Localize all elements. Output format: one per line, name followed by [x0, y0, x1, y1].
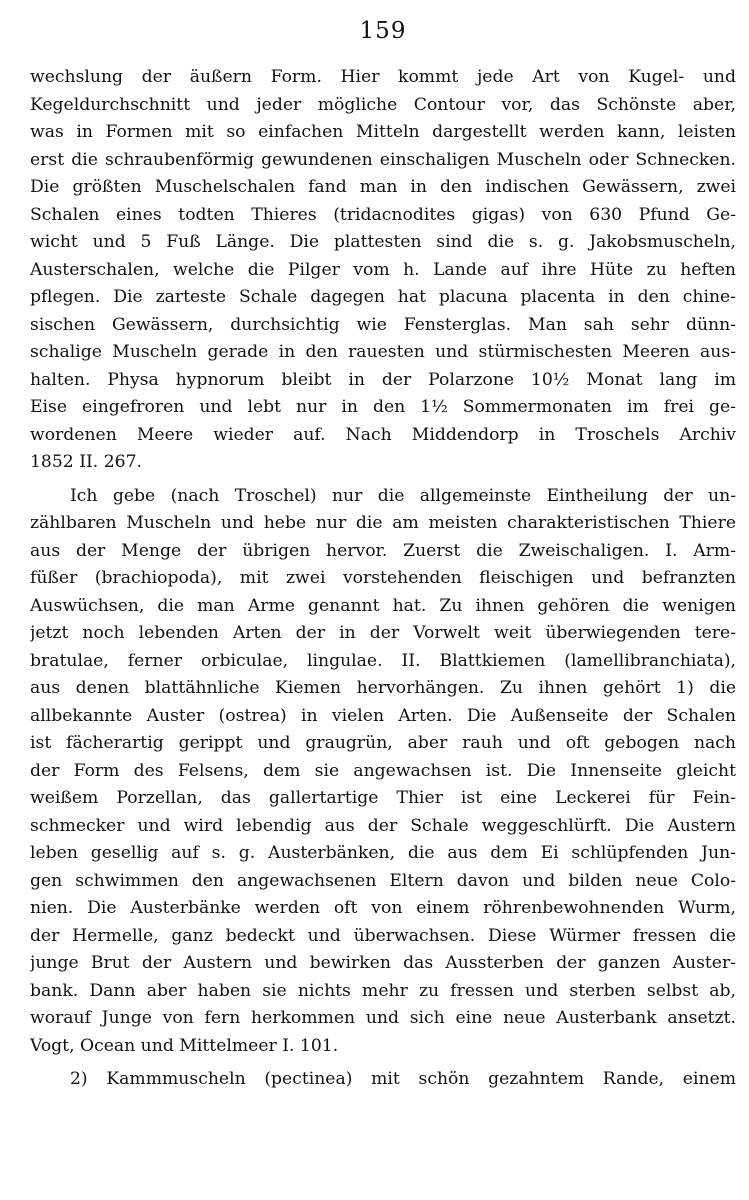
text-line: Schalen eines todten Thieres (tridacnodites gigas) von 630 Pfund Ge- — [30, 204, 736, 225]
page-number: 159 — [359, 18, 407, 44]
text-line: wechslung der äußern Form. Hier kommt jede Art von Kugel- und — [30, 67, 736, 87]
text-line: sischen Gewässern, durchsichtig wie Fensterglas. Man sah sehr dünn- — [30, 314, 736, 335]
text-line: schalige Muscheln gerade in den rauesten und stürmischesten Meeren aus- — [30, 342, 736, 362]
body-text — [30, 64, 736, 1094]
text-line: Auswüchsen, die man Arme genannt hat. Zu ihnen gehören die wenigen — [30, 595, 736, 616]
text-line: wicht und 5 Fuß Länge. Die plattesten sind die s. g. Jakobsmuscheln, — [30, 232, 736, 252]
text-line: Austerschalen, welche die Pilger vom h. Lande auf ihre Hüte zu heften — [30, 259, 736, 280]
text-line: aus der Menge der übrigen hervor. Zuerst die Zweischaligen. I. Arm- — [30, 540, 736, 561]
text-line: leben gesellig auf s. g. Austerbänken, die aus dem Ei schlüpfenden Jun- — [30, 843, 736, 863]
text-line: wordenen Meere wieder auf. Nach Middendorp in Troschels Archiv — [30, 424, 736, 445]
text-line: füßer (brachiopoda), mit zwei vorstehenden fleischigen und befranzten — [30, 568, 736, 588]
text-line: was in Formen mit so einfachen Mitteln dargestellt werden kann, leisten — [30, 122, 736, 142]
text-line: schmecker und wird lebendig aus der Schale weggeschlürft. Die Austern — [30, 815, 736, 836]
text-line: bank. Dann aber haben sie nichts mehr zu fressen und sterben selbst ab, — [30, 980, 736, 1001]
text-line: jetzt noch lebenden Arten der in der Vorwelt weit überwiegenden tere- — [30, 623, 736, 643]
text-line: allbekannte Auster (ostrea) in vielen Arten. Die Außenseite der Schalen — [30, 705, 736, 726]
text-line: bratulae, ferner orbiculae, lingulae. II. Blattkiemen (lamellibranchiata), — [30, 650, 736, 671]
text-line: 1852 II. 267. — [30, 452, 142, 472]
text-line: weißem Porzellan, das gallertartige Thier ist eine Leckerei für Fein- — [30, 788, 736, 808]
text-line: der Form des Felsens, dem sie angewachsen ist. Die Innenseite gleicht — [30, 760, 736, 781]
text-line: worauf Junge von fern herkommen und sich eine neue Austerbank ansetzt. — [30, 1008, 736, 1028]
text-line: aus denen blattähnliche Kiemen hervorhängen. Zu ihnen gehört 1) die — [30, 678, 736, 698]
text-line: nien. Die Austerbänke werden oft von einem röhrenbewohnenden Wurm, — [30, 898, 736, 918]
text-line: zählbaren Muscheln und hebe nur die am meisten charakteristischen Thiere — [30, 513, 736, 533]
text-line: halten. Physa hypnorum bleibt in der Polarzone 10½ Monat lang im — [30, 369, 736, 390]
text-line: pflegen. Die zarteste Schale dagegen hat placuna placenta in den chine- — [30, 287, 736, 307]
book-page — [30, 0, 736, 1200]
text-line: Kegeldurchschnitt und jeder mögliche Contour vor, das Schönste aber, — [30, 94, 736, 115]
text-line: Ich gebe (nach Troschel) nur die allgemeinste Eintheilung der un- — [70, 485, 736, 506]
text-line: 2) Kammmuscheln (pectinea) mit schön gezahntem Rande, einem — [70, 1069, 736, 1089]
text-line: junge Brut der Austern und bewirken das Aussterben der ganzen Auster- — [30, 953, 736, 973]
text-line: gen schwimmen den angewachsenen Eltern davon und bilden neue Colo- — [30, 870, 736, 891]
text-line: Die größten Muschelschalen fand man in den indischen Gewässern, zwei — [30, 177, 736, 197]
text-line: der Hermelle, ganz bedeckt und überwachsen. Diese Würmer fressen die — [30, 925, 736, 946]
text-line: erst die schraubenförmig gewundenen einschaligen Muscheln oder Schnecken. — [30, 149, 736, 170]
text-line: Eise eingefroren und lebt nur in den 1½ Sommermonaten im frei ge- — [30, 397, 736, 417]
text-line: Vogt, Ocean und Mittelmeer I. 101. — [30, 1035, 339, 1056]
text-line: ist fächerartig gerippt und graugrün, aber rauh und oft gebogen nach — [30, 733, 736, 753]
